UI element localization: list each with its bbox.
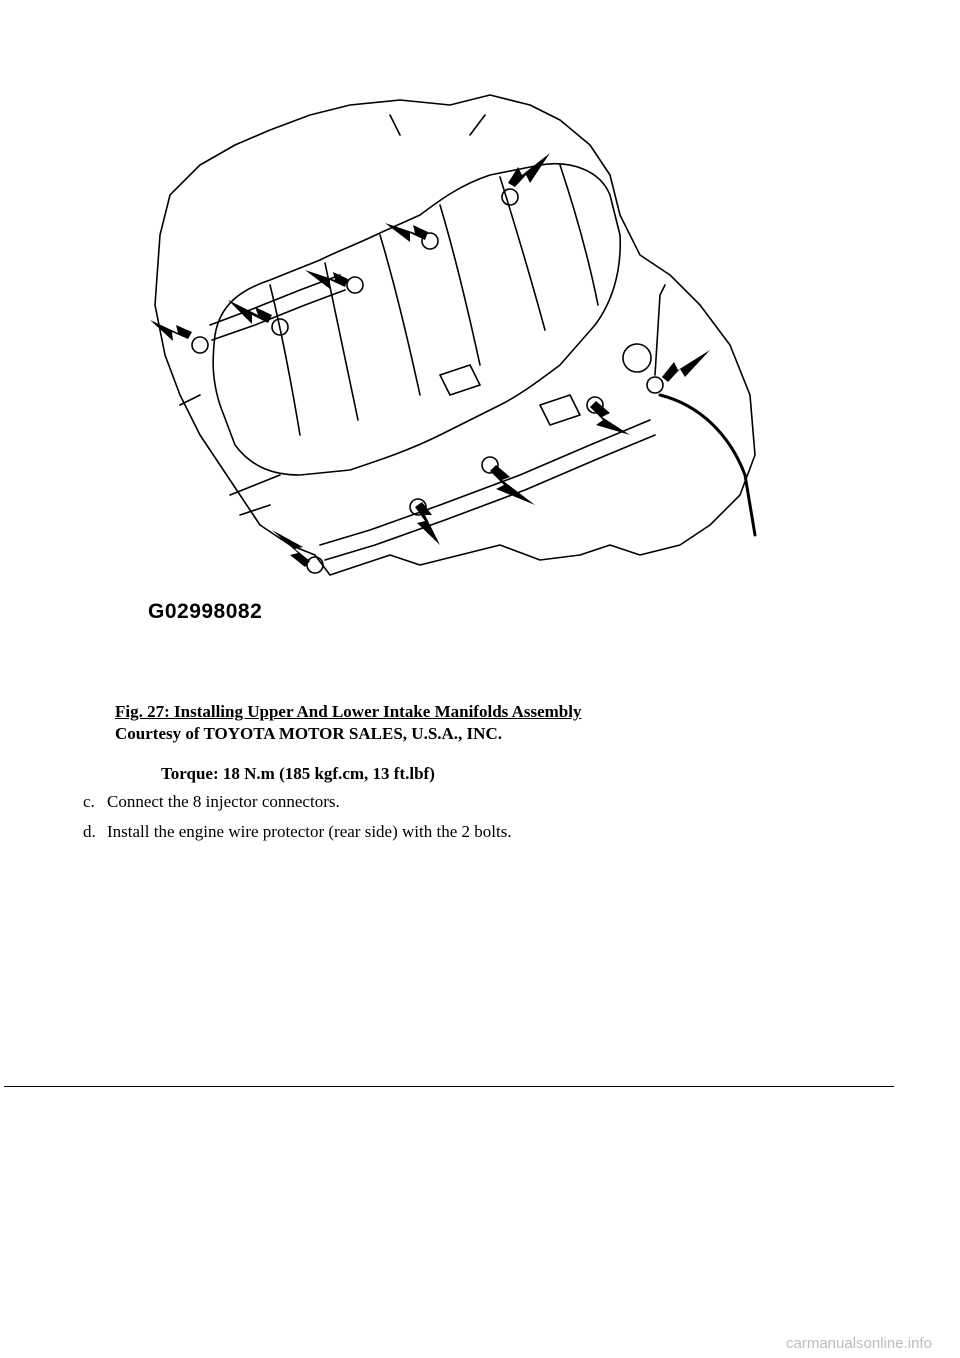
figure-caption-title[interactable]: Fig. 27: Installing Upper And Lower Intake Manifolds Assembly — [115, 702, 582, 721]
torque-spec: Torque: 18 N.m (185 kgf.cm, 13 ft.lbf) — [161, 764, 435, 783]
step-letter: d. — [83, 822, 96, 841]
engine-diagram — [140, 75, 770, 635]
step-letter: c. — [83, 792, 95, 811]
watermark: carmanualsonline.info — [786, 1335, 932, 1352]
step-item — [83, 792, 340, 812]
figure-caption-courtesy: Courtesy of TOYOTA MOTOR SALES, U.S.A., INC. — [115, 724, 502, 743]
figure-id-label: G02998082 — [148, 600, 263, 623]
intake-manifold-illustration — [140, 75, 770, 635]
step-text: Connect the 8 injector connectors. — [107, 792, 340, 811]
step-item — [83, 822, 512, 842]
step-text: Install the engine wire protector (rear side) with the 2 bolts. — [107, 822, 512, 841]
footer-divider — [4, 1086, 894, 1087]
